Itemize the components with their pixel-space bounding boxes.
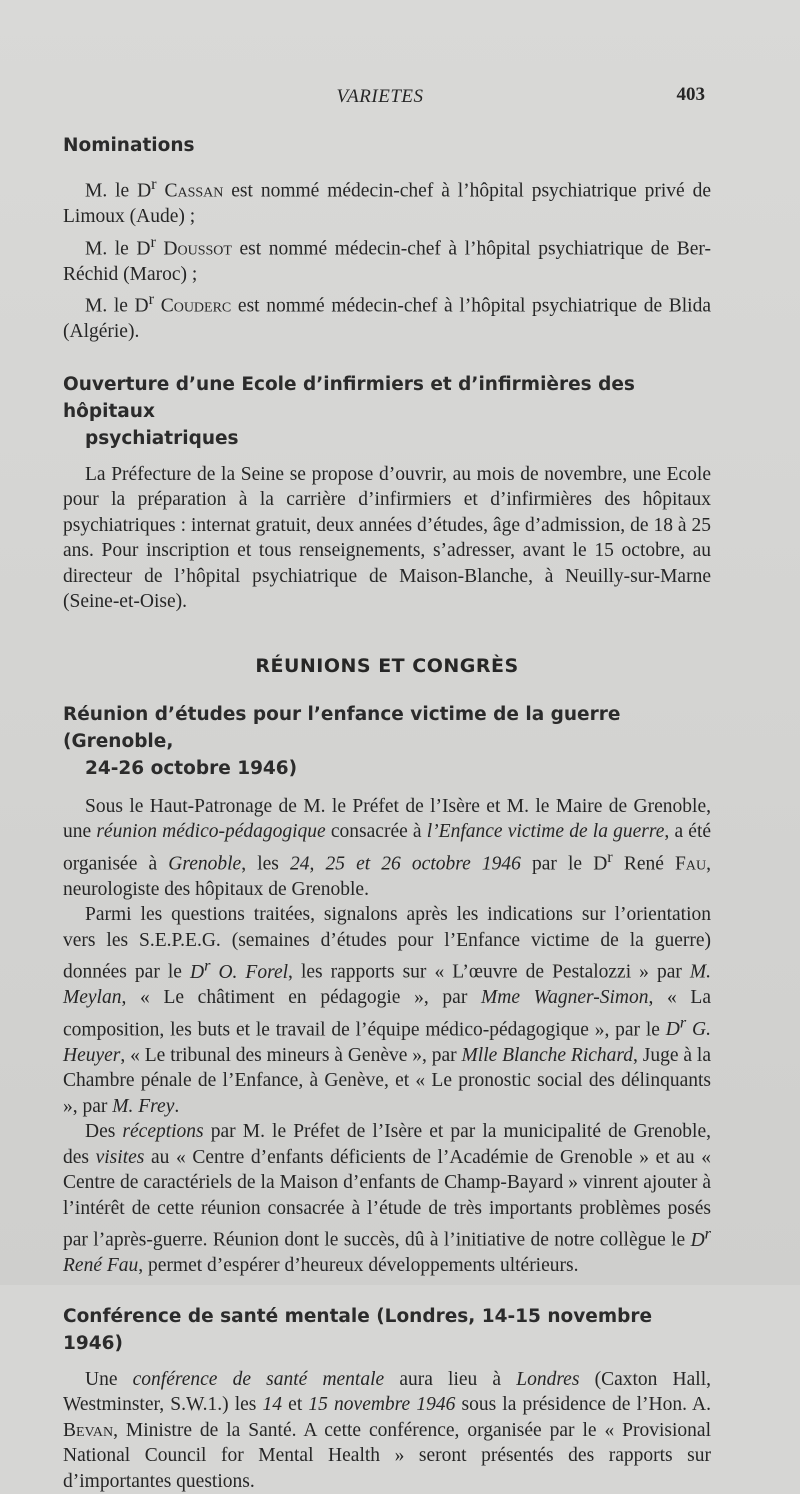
nomination-item: M. le $D^r$ Cassan est nommé médecin-chef à l’hôpital psychiatrique privé de Limoux (Aude) ; [63,172,711,230]
page-content [63,128,711,1494]
ecole-paragraph: La Préfecture de la Seine se propose d’ouvrir, au mois de novembre, une Ecole pour la préparation à la carrière d’infirmiers et d’infirmières des hôpitaux psychiatriques : internat gratuit, deux années d’études, âge d’admission, de 18 à 25 ans. Pour inscription et tous renseignements, s’adresser, avant le 15 octobre, au directeur de l’hôpital psychiatrique de Maison-Blanche, à Neuilly-sur-Marne (Seine-et-Oise). [63,462,711,615]
nomination-item: M. le $D^r$ Couderc est nommé médecin-chef à l’hôpital psychiatrique de Blida (Algérie). [63,287,711,345]
section-title-nominations: Nominations [63,132,711,159]
nominations-list [63,172,711,345]
section-heading-reunions: RÉUNIONS ET CONGRÈS [63,655,711,677]
section-title-grenoble: Réunion d’études pour l’enfance victime de la guerre (Grenoble, 24-26 octobre 1946) [63,701,711,782]
grenoble-paragraph-1: Sous le Haut-Patronage de M. le Préfet de l’Isère et M. le Maire de Grenoble, une réunion médico-pédagogique consacrée à l’Enfance victime de la guerre, a été organisée à Grenoble, les 24, 25 et 26 octobre 1946 par le $D^r$ René Fau, neurologiste des hôpitaux de Grenoble. [63,794,711,903]
section-title-ecole: Ouverture d’une Ecole d’infirmiers et d’infirmières des hôpitaux psychiatriques [63,371,711,452]
section-title-londres: Conférence de santé mentale (Londres, 14-15 novembre 1946) [63,1303,711,1357]
grenoble-paragraph-2: Parmi les questions traitées, signalons après les indications sur l’orientation vers les S.E.P.E.G. (semaines d’études pour l’Enfance victime de la guerre) données par le $D^r$ O. Forel, les rapports sur « L’œuvre de Pestalozzi » par M. Meylan, « Le châtiment en pédagogie », par Mme Wagner-Simon, « La composition, les buts et le travail de l’équipe médico-pédagogique », par le $D^r$ G. Heuyer, « Le tribunal des mineurs à Genève », par Mlle Blanche Richard, Juge à la Chambre pénale de l’Enfance, à Genève, et « Le pronostic social des délinquants », par M. Frey. [63,902,711,1119]
grenoble-paragraph-3: Des réceptions par M. le Préfet de l’Isère et par la municipalité de Grenoble, des visites au « Centre d’enfants déficients de l’Académie de Grenoble » et au « Centre de caractériels de la Maison d’enfants de Champ-Bayard » vinrent ajouter à l’intérêt de cette réunion consacrée à l’étude de très importants problèmes posés par l’après-guerre. Réunion dont le succès, dû à l’initiative de notre collègue le $D^r$ René Fau, permet d’espérer d’heureux développements ultérieurs. [63,1119,711,1279]
nomination-item: M. le $D^r$ Doussot est nommé médecin-chef à l’hôpital psychiatrique de Ber-Réchid (Maroc) ; [63,230,711,288]
running-header [0,80,800,114]
running-title: VARIETES [0,86,760,108]
londres-paragraph: Une conférence de santé mentale aura lieu à Londres (Caxton Hall, Westminster, S.W.1.) les 14 et 15 novembre 1946 sous la présidence de l’Hon. A. Bevan, Ministre de la Santé. A cette conférence, organisée par le « Provisional National Council for Mental Health » seront présentés des rapports sur d’importantes questions. [63,1367,711,1494]
page-number: 403 [677,84,706,106]
